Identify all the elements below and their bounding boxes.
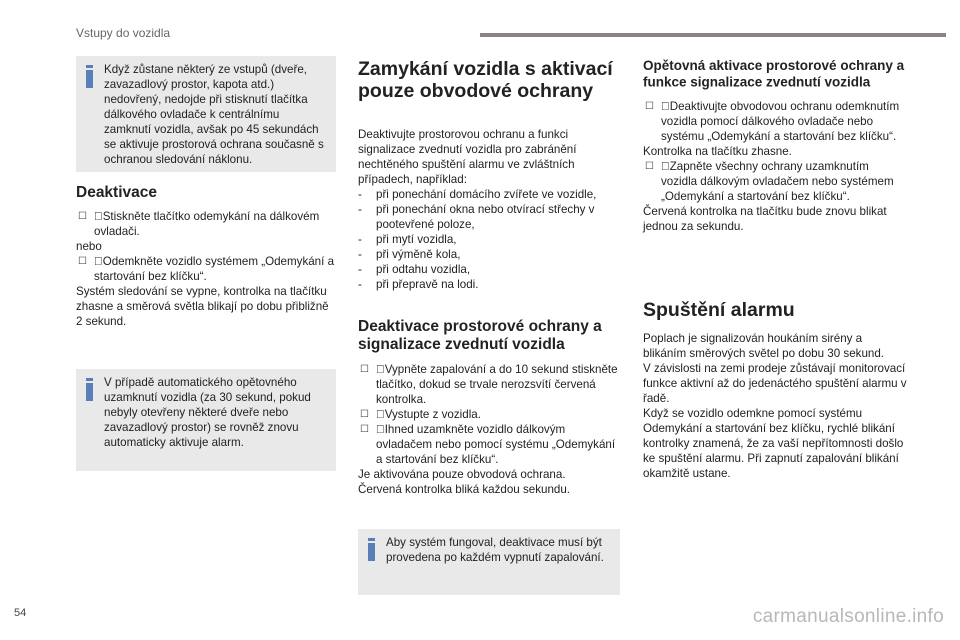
info-icon — [86, 65, 93, 88]
section-heading: Deaktivace prostorové ochrany a signalizace zvednutí vozidla — [358, 318, 602, 353]
dash-item: - při odtahu vozidla, — [358, 263, 471, 276]
bullet-item: ☐ Stiskněte tlačítko odemykání na dálkovém ovladači. — [78, 210, 320, 238]
note-text: Když zůstane některý ze vstupů (dveře, zavazadlový prostor, kapota atd.) nedovřený, nedojde při stisknutí tlačítka dálkového ovladače k centrálnímu zamknutí vozidla, avšak po 45 sekundách se aktivuje prostorová ochrana současně s ochranou sledování náklonu. — [104, 63, 324, 166]
info-note — [76, 369, 336, 471]
paragraph: Když se vozidlo odemkne pomocí systému Odemykání a startování bez klíčku, rychlé blikání kontrolky znamená, že za vaší nepřítomnosti došlo ke spuštění alarmu. Při zapnutí zapalování blikání okamžitě ustane. — [643, 407, 904, 480]
section-body — [358, 127, 622, 292]
deactivation-text — [76, 209, 338, 329]
intro-text: Deaktivujte prostorovou ochranu a funkci signalizace zvednutí vozidla pro zabránění nechtěného spuštění alarmu ve zvláštních případech, například: — [358, 128, 577, 186]
header-bar — [480, 33, 946, 37]
section-heading: Spuštění alarmu — [643, 299, 795, 321]
bullet-item: ☐ Zapněte všechny ochrany uzamknutím vozidla dálkovým ovladačem nebo systémem „Odemykání a startování bez klíčku“. — [645, 160, 894, 203]
paragraph: Kontrolka na tlačítku zhasne. — [643, 145, 792, 158]
info-note — [76, 56, 336, 172]
dash-item: - při výměně kola, — [358, 248, 461, 261]
paragraph: Červená kontrolka bliká každou sekundu. — [358, 483, 571, 496]
page-number: 54 — [14, 607, 27, 619]
section-body — [358, 362, 622, 497]
section-header: Vstupy do vozidla — [76, 26, 171, 40]
dash-item: - při ponechání okna nebo otvírací střechy v pootevřené poloze, — [358, 203, 595, 231]
paragraph: Systém sledování se vypne, kontrolka na tlačítku zhasne a směrová světla blikají po dobu přibližně 2 sekund. — [76, 285, 329, 328]
bullet-item: ☐ Deaktivujte obvodovou ochranu odemknutím vozidla pomocí dálkového ovladače nebo systému „Odemykání a startování bez klíčku“. — [645, 100, 900, 143]
note-text: Aby systém fungoval, deaktivace musí být provedena po každém vypnutí zapalování. — [386, 536, 604, 564]
dash-item: - při přepravě na lodi. — [358, 278, 479, 291]
info-icon — [368, 538, 375, 561]
or-text: nebo — [76, 240, 102, 253]
bullet-item: ☐ Vystupte z vozidla. — [360, 408, 481, 421]
paragraph: V závislosti na zemi prodeje zůstávají monitorovací funkce aktivní až do jedenáctého spuštění alarmu v řadě. — [643, 362, 907, 405]
info-icon — [86, 378, 93, 401]
bullet-item: ☐ Ihned uzamkněte vozidlo dálkovým ovladačem nebo pomocí systému „Odemykání a startování bez klíčku“. — [360, 423, 616, 466]
section-heading: Opětovná aktivace prostorové ochrany a funkce signalizace zvednutí vozidla — [643, 57, 905, 90]
info-note — [358, 529, 620, 595]
paragraph: Poplach je signalizován houkáním sirény a blikáním směrových světel po dobu 30 sekund. — [643, 332, 885, 360]
section-body — [643, 331, 907, 481]
section-body — [643, 99, 905, 234]
paragraph: Je aktivována pouze obvodová ochrana. — [358, 468, 566, 481]
paragraph: Červená kontrolka na tlačítku bude znovu blikat jednou za sekundu. — [643, 205, 887, 233]
watermark: carmanualsonline.info — [752, 606, 944, 627]
section-heading: Zamykání vozidla s aktivací pouze obvodové ochrany — [358, 58, 613, 102]
note-text: V případě automatického opětovného uzamknutí vozidla (za 30 sekund, pokud nebyly otevřeny některé dveře nebo zavazadlový prostor) se rovněž znovu automaticky aktivuje alarm. — [104, 376, 311, 449]
dash-item: - při mytí vozidla, — [358, 233, 457, 246]
dash-item: - při ponechání domácího zvířete ve vozidle, — [358, 188, 597, 201]
bullet-item: ☐ Odemkněte vozidlo systémem „Odemykání a startování bez klíčku“. — [78, 255, 335, 283]
bullet-item: ☐ Vypněte zapalování a do 10 sekund stiskněte tlačítko, dokud se trvale nerozsvítí červená kontrolka. — [360, 363, 618, 406]
section-heading: Deaktivace — [76, 184, 158, 201]
